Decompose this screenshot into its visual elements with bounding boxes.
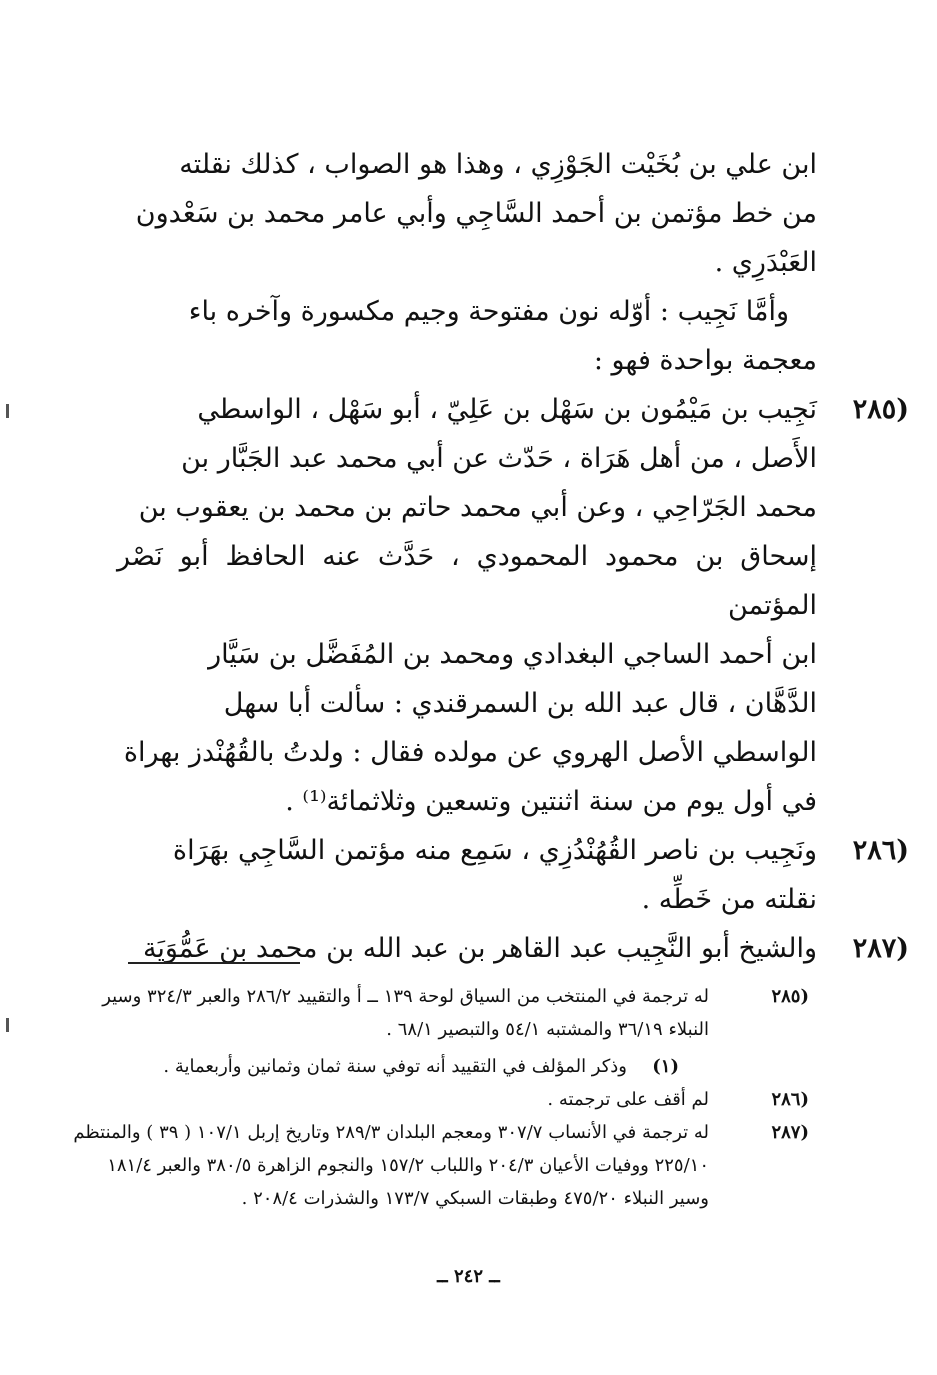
scan-mark [6, 1018, 9, 1032]
text-line: من خط مؤتمن بن أحمد السَّاجِي وأبي عامر محمد بن سَعْدون [135, 198, 817, 229]
footnote-line: ٢٢٥/١٠ ووفيات الأعيان ٢٠٤/٣ واللباب ١٥٧/٢ والنجوم الزاهرة ٣٨٠/٥ والعبر ١٨١/٤ [107, 1155, 709, 1176]
footnote-285 [56, 980, 809, 1046]
page-number: ــ ٢٤٢ ــ [437, 1266, 500, 1287]
text-line: نقلته من خَطِّه . [641, 884, 817, 915]
footnote-line: لم أقف على ترجمته . [547, 1089, 709, 1110]
footnote-number: (٢٨٥ [771, 986, 809, 1007]
footnote-1 [56, 1050, 809, 1083]
text-line: ونَجِيب بن ناصر القُهُنْدُزِي ، سَمِع منه مؤتمن السَّاجِي بهَرَاة [172, 835, 817, 866]
text-line: ابن علي بن بُخَيْت الجَوْزِي ، وهذا هو الصواب ، كذلك نقلته [179, 149, 817, 180]
text-line: نَجِيب بن مَيْمُون بن سَهْل بن عَلِيّ ، أبو سَهْل ، الواسطي [197, 394, 817, 425]
entry-287 [117, 924, 909, 973]
entry-285 [117, 385, 909, 826]
footnote-number: (١) [652, 1056, 679, 1077]
footnote-line: له ترجمة في المنتخب من السياق لوحة ١٣٩ ــ أ والتقييد ٢٨٦/٢ والعبر ٣٢٤/٣ وسير [102, 986, 709, 1007]
footnote-number: (٢٨٦ [771, 1089, 809, 1110]
entry-number: (٢٨٥ [852, 394, 909, 425]
entry-number: (٢٨٦ [852, 835, 909, 866]
text-line: الدَّهَّان ، قال عبد الله بن السمرقندي : سألت أبا سهل [223, 688, 817, 719]
footnote-line: وسير النبلاء ٤٧٥/٢٠ وطبقات السبكي ١٧٣/٧ والشذرات ٢٠٨/٤ . [241, 1188, 709, 1209]
text-line: في أول يوم من سنة اثنتين وتسعين وثلاثمائة⁽¹⁾ . [285, 786, 817, 817]
text-line: معجمة بواحدة فهو : [593, 345, 817, 376]
text-line: العَبْدَرِي . [714, 247, 817, 278]
footnote-number: (٢٨٧ [771, 1122, 809, 1143]
text-line: والشيخ أبو النَّجِيب عبد القاهر بن عبد الله بن محمد بن عَمُّوَيَة [142, 933, 817, 964]
scan-mark [6, 404, 9, 418]
text-line: ابن أحمد الساجي البغدادي ومحمد بن المُفَضَّل بن سَيَّار [208, 639, 817, 670]
text-line: الأَصل ، من أهل هَرَاة ، حَدّث عن أبي محمد عبد الجَبَّار بن [181, 443, 817, 474]
footnote-286 [56, 1083, 809, 1116]
text-line: الواسطي الأصل الهروي عن مولده فقال : ولدتُ بالقُهُنْدز بهراة [123, 737, 817, 768]
text-line: إسحاق بن محمود المحمودي ، حَدَّث عنه الحافظ أبو نَصْر المؤتمن [117, 541, 817, 621]
entry-286 [117, 826, 909, 924]
main-text [117, 140, 909, 973]
footnote-line: النبلاء ٣٦/١٩ والمشتبه ٥٤/١ والتبصير ٦٨/١ . [386, 1019, 709, 1040]
entry-number: (٢٨٧ [852, 933, 909, 964]
footnote-287 [56, 1116, 809, 1215]
text-line: محمد الجَرّاحِي ، وعن أبي محمد حاتم بن محمد بن يعقوب بن [138, 492, 817, 523]
text-line: وأمَّا نَجِيب : أوّله نون مفتوحة وجيم مكسورة وآخره باء [188, 296, 789, 327]
footnote-line: وذكر المؤلف في التقييد أنه توفي سنة ثمان وثمانين وأربعماية . [163, 1056, 627, 1077]
footnote-separator [128, 962, 300, 964]
footnotes [56, 980, 809, 1215]
footnote-line: له ترجمة في الأنساب ٣٠٧/٧ ومعجم البلدان ٢٨٩/٣ وتاريخ إربل ١٠٧/١ ( ٣٩ ) والمنتظم [73, 1122, 709, 1143]
